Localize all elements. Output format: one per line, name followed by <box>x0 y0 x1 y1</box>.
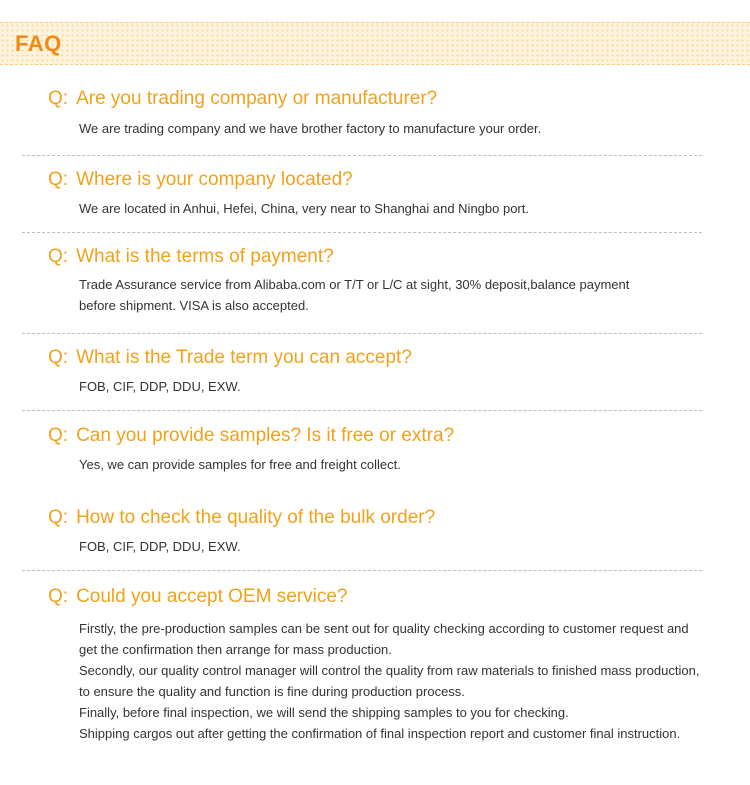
question-prefix: Q: <box>48 88 69 109</box>
question-prefix: Q: <box>48 347 69 368</box>
question-row <box>48 347 412 369</box>
answer-paragraph: Shipping cargos out after getting the confirmation of final inspection report and customer final instruction. <box>79 726 681 741</box>
question-prefix: Q: <box>48 586 69 607</box>
question-row <box>48 88 437 110</box>
answer-paragraph: We are trading company and we have brother factory to manufacture your order. <box>79 121 542 136</box>
answer-text <box>79 618 704 744</box>
faq-title: FAQ <box>15 31 62 56</box>
answer-text <box>79 454 709 475</box>
answer-text <box>79 118 709 139</box>
question-prefix: Q: <box>48 246 69 267</box>
answer-paragraph: Secondly, our quality control manager will control the quality from raw materials to finished mass production, to ensure the quality and function is fine during production process. <box>79 663 700 699</box>
question-row <box>48 425 454 447</box>
divider <box>22 570 702 571</box>
answer-paragraph: Trade Assurance service from Alibaba.com or T/T or L/C at sight, 30% deposit,balance payment before shipment. VISA is also accepted. <box>79 277 630 313</box>
question-row <box>48 586 347 608</box>
question-text: What is the terms of payment? <box>76 246 334 267</box>
question-text: What is the Trade term you can accept? <box>76 347 412 368</box>
answer-paragraph: FOB, CIF, DDP, DDU, EXW. <box>79 379 241 394</box>
question-prefix: Q: <box>48 507 69 528</box>
question-row <box>48 507 435 529</box>
question-text: Could you accept OEM service? <box>76 586 348 607</box>
answer-paragraph: We are located in Anhui, Hefei, China, very near to Shanghai and Ningbo port. <box>79 201 529 216</box>
question-text: Can you provide samples? Is it free or extra? <box>76 425 455 446</box>
faq-header-banner <box>0 22 750 65</box>
answer-paragraph: FOB, CIF, DDP, DDU, EXW. <box>79 539 241 554</box>
question-text: How to check the quality of the bulk order? <box>76 507 436 528</box>
question-text: Are you trading company or manufacturer? <box>76 88 438 109</box>
question-prefix: Q: <box>48 169 69 190</box>
answer-paragraph: Firstly, the pre-production samples can be sent out for quality checking according to customer request and get the confirmation then arrange for mass production. <box>79 621 689 657</box>
answer-paragraph: Finally, before final inspection, we will send the shipping samples to you for checking. <box>79 705 569 720</box>
question-row <box>48 246 334 268</box>
divider <box>22 410 702 411</box>
divider <box>22 232 702 233</box>
answer-paragraph: Yes, we can provide samples for free and freight collect. <box>79 457 401 472</box>
answer-text <box>79 274 639 316</box>
question-prefix: Q: <box>48 425 69 446</box>
answer-text <box>79 198 709 219</box>
divider <box>22 155 702 156</box>
question-text: Where is your company located? <box>76 169 353 190</box>
answer-text <box>79 376 709 397</box>
question-row <box>48 169 353 191</box>
answer-text <box>79 536 709 557</box>
divider <box>22 333 702 334</box>
